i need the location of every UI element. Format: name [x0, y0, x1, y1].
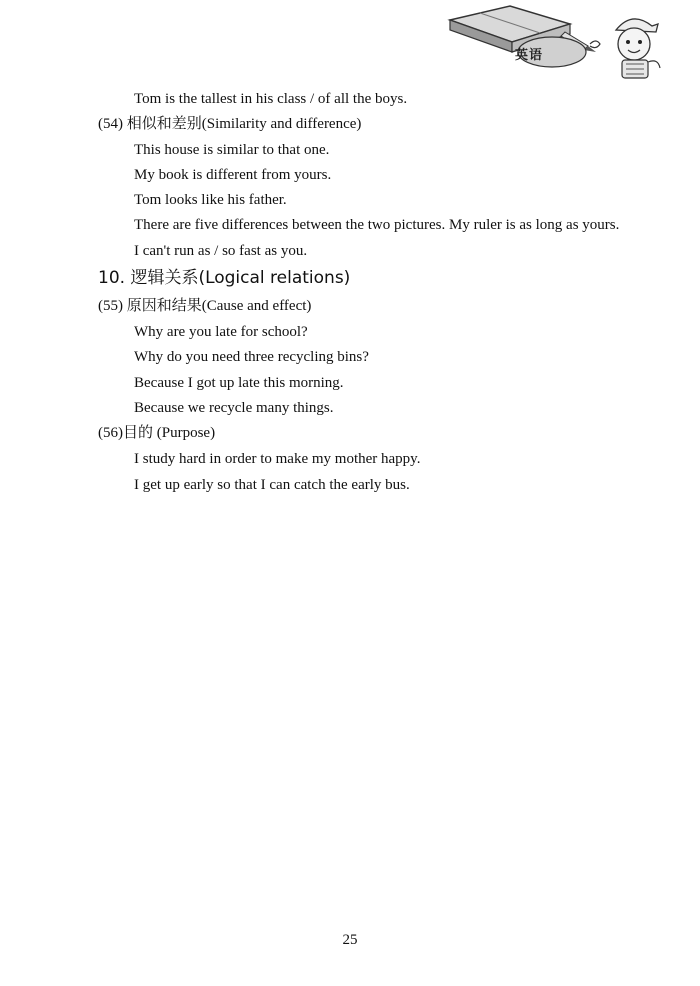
page-number: 25 — [342, 932, 358, 948]
text-line: Why do you need three recycling bins? — [134, 349, 369, 365]
subject-badge-label: 英语 — [515, 48, 544, 63]
subheading-similarity: (54) 相似和差别(Similarity and difference) — [98, 116, 362, 132]
subheading-purpose: (56)目的 (Purpose) — [98, 425, 216, 441]
text-line: Because we recycle many things. — [134, 400, 334, 416]
text-line: Why are you late for school? — [134, 324, 308, 340]
text-line: I can't run as / so fast as you. — [134, 243, 308, 259]
subheading-cause-effect: (55) 原因和结果(Cause and effect) — [98, 298, 312, 314]
text-line: There are five differences between the two pictures. My ruler is as long as yours. — [134, 217, 620, 233]
cartoon-boy-icon — [616, 19, 660, 78]
text-line: I get up early so that I can catch the early bus. — [134, 477, 410, 493]
book-icon — [420, 0, 700, 90]
text-line: My book is different from yours. — [134, 167, 332, 183]
text-line: Because I got up late this morning. — [134, 375, 344, 391]
section-heading-logical-relations: 10. 逻辑关系(Logical relations) — [98, 268, 351, 288]
text-line: I study hard in order to make my mother happy. — [134, 451, 421, 467]
text-line: This house is similar to that one. — [134, 142, 330, 158]
text-line: Tom looks like his father. — [134, 192, 287, 208]
text-line-tallest: Tom is the tallest in his class / of all the boys. — [134, 91, 408, 107]
header-decoration — [420, 0, 700, 90]
